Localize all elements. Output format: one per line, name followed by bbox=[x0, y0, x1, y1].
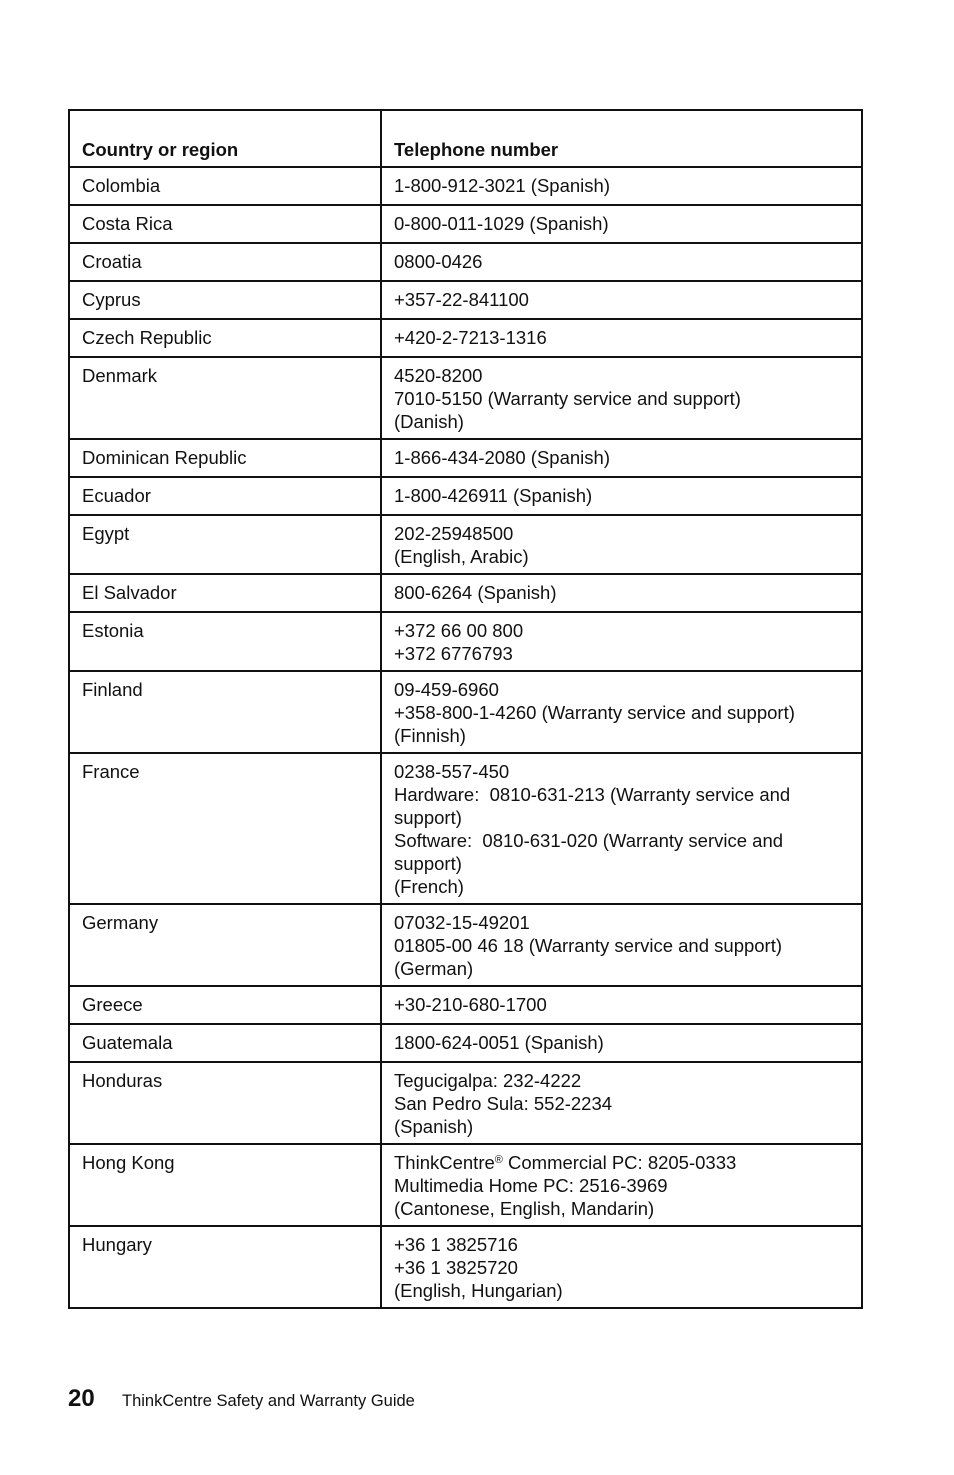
table-row bbox=[69, 205, 862, 243]
telephone-line: (Spanish) bbox=[394, 1116, 474, 1137]
country-cell: Dominican Republic bbox=[69, 439, 381, 477]
country-cell: Finland bbox=[69, 671, 381, 753]
telephone-cell bbox=[381, 671, 862, 753]
telephone-cell bbox=[381, 477, 862, 515]
country-cell: Greece bbox=[69, 986, 381, 1024]
telephone-line: +357-22-841100 bbox=[394, 289, 529, 310]
table-header-row bbox=[69, 110, 862, 167]
telephone-line: (German) bbox=[394, 958, 474, 979]
telephone-cell bbox=[381, 1226, 862, 1308]
telephone-line: +420-2-7213-1316 bbox=[394, 327, 547, 348]
telephone-line: 4520-8200 bbox=[394, 365, 483, 386]
country-cell: Croatia bbox=[69, 243, 381, 281]
telephone-line: 0800-0426 bbox=[394, 251, 483, 272]
telephone-cell bbox=[381, 574, 862, 612]
telephone-line: 0238-557-450 bbox=[394, 761, 510, 782]
telephone-line: 7010-5150 (Warranty service and support) bbox=[394, 388, 741, 409]
telephone-line: +30-210-680-1700 bbox=[394, 994, 547, 1015]
table-row bbox=[69, 439, 862, 477]
telephone-cell bbox=[381, 904, 862, 986]
table-row bbox=[69, 1226, 862, 1308]
telephone-line: 09-459-6960 bbox=[394, 679, 499, 700]
column-header-country: Country or region bbox=[69, 110, 381, 167]
telephone-line: (English, Hungarian) bbox=[394, 1280, 563, 1301]
country-cell: Czech Republic bbox=[69, 319, 381, 357]
table-row bbox=[69, 904, 862, 986]
telephone-line: 1-866-434-2080 (Spanish) bbox=[394, 447, 610, 468]
page-number: 20 bbox=[68, 1385, 95, 1412]
table-row bbox=[69, 167, 862, 205]
telephone-line: Hardware: 0810-631-213 (Warranty service and support) bbox=[394, 784, 796, 828]
table-row bbox=[69, 671, 862, 753]
country-cell: Honduras bbox=[69, 1062, 381, 1144]
telephone-line: San Pedro Sula: 552-2234 bbox=[394, 1093, 613, 1114]
country-cell: Cyprus bbox=[69, 281, 381, 319]
telephone-line: +36 1 3825720 bbox=[394, 1257, 518, 1278]
telephone-line: (Cantonese, English, Mandarin) bbox=[394, 1198, 655, 1219]
country-cell: Estonia bbox=[69, 612, 381, 671]
telephone-cell bbox=[381, 439, 862, 477]
telephone-cell bbox=[381, 1062, 862, 1144]
country-cell: France bbox=[69, 753, 381, 904]
table-row bbox=[69, 753, 862, 904]
telephone-line: 202-25948500 bbox=[394, 523, 514, 544]
table-row bbox=[69, 357, 862, 439]
telephone-line: +372 6776793 bbox=[394, 643, 513, 664]
registered-mark: ® bbox=[494, 1154, 503, 1166]
telephone-line: 1800-624-0051 (Spanish) bbox=[394, 1032, 604, 1053]
telephone-line: 800-6264 (Spanish) bbox=[394, 582, 557, 603]
table-row bbox=[69, 1024, 862, 1062]
table-row bbox=[69, 243, 862, 281]
telephone-line: Software: 0810-631-020 (Warranty service and support) bbox=[394, 830, 789, 874]
telephone-line: Multimedia Home PC: 2516-3969 bbox=[394, 1175, 668, 1196]
telephone-line: (English, Arabic) bbox=[394, 546, 529, 567]
country-cell: Guatemala bbox=[69, 1024, 381, 1062]
telephone-text: Commercial PC: 8205-0333 bbox=[502, 1152, 737, 1173]
telephone-line: +36 1 3825716 bbox=[394, 1234, 518, 1255]
country-cell: Ecuador bbox=[69, 477, 381, 515]
column-header-telephone: Telephone number bbox=[381, 110, 862, 167]
country-cell: Hungary bbox=[69, 1226, 381, 1308]
telephone-cell bbox=[381, 167, 862, 205]
country-cell: El Salvador bbox=[69, 574, 381, 612]
telephone-cell bbox=[381, 515, 862, 574]
country-cell: Hong Kong bbox=[69, 1144, 381, 1226]
country-cell: Costa Rica bbox=[69, 205, 381, 243]
table-row bbox=[69, 1062, 862, 1144]
telephone-line: (Finnish) bbox=[394, 725, 466, 746]
telephone-cell bbox=[381, 205, 862, 243]
table-row bbox=[69, 986, 862, 1024]
telephone-line: 1-800-912-3021 (Spanish) bbox=[394, 175, 610, 196]
telephone-line: Tegucigalpa: 232-4222 bbox=[394, 1070, 582, 1091]
telephone-cell bbox=[381, 986, 862, 1024]
table-row bbox=[69, 515, 862, 574]
table-row bbox=[69, 281, 862, 319]
telephone-cell bbox=[381, 319, 862, 357]
table-row bbox=[69, 612, 862, 671]
telephone-line: 0-800-011-1029 (Spanish) bbox=[394, 213, 609, 234]
telephone-cell bbox=[381, 1144, 862, 1226]
country-cell: Denmark bbox=[69, 357, 381, 439]
phone-table bbox=[68, 109, 863, 1309]
telephone-cell bbox=[381, 243, 862, 281]
telephone-cell bbox=[381, 281, 862, 319]
table-row bbox=[69, 1144, 862, 1226]
telephone-cell bbox=[381, 1024, 862, 1062]
country-cell: Egypt bbox=[69, 515, 381, 574]
telephone-cell bbox=[381, 357, 862, 439]
telephone-line bbox=[394, 1151, 849, 1174]
telephone-line: 1-800-426911 (Spanish) bbox=[394, 485, 593, 506]
page-footer bbox=[68, 1385, 415, 1413]
table-row bbox=[69, 477, 862, 515]
telephone-line: (French) bbox=[394, 876, 464, 897]
table-row bbox=[69, 574, 862, 612]
brand-name: ThinkCentre bbox=[394, 1152, 495, 1173]
telephone-line: +358-800-1-4260 (Warranty service and support) bbox=[394, 702, 795, 723]
telephone-line: (Danish) bbox=[394, 411, 464, 432]
country-cell: Germany bbox=[69, 904, 381, 986]
telephone-line: +372 66 00 800 bbox=[394, 620, 524, 641]
telephone-line: 01805-00 46 18 (Warranty service and support) bbox=[394, 935, 783, 956]
table-row bbox=[69, 319, 862, 357]
country-cell: Colombia bbox=[69, 167, 381, 205]
telephone-cell bbox=[381, 753, 862, 904]
document-title: ThinkCentre Safety and Warranty Guide bbox=[122, 1392, 415, 1410]
telephone-line: 07032-15-49201 bbox=[394, 912, 530, 933]
telephone-cell bbox=[381, 612, 862, 671]
table-body bbox=[69, 167, 862, 1308]
